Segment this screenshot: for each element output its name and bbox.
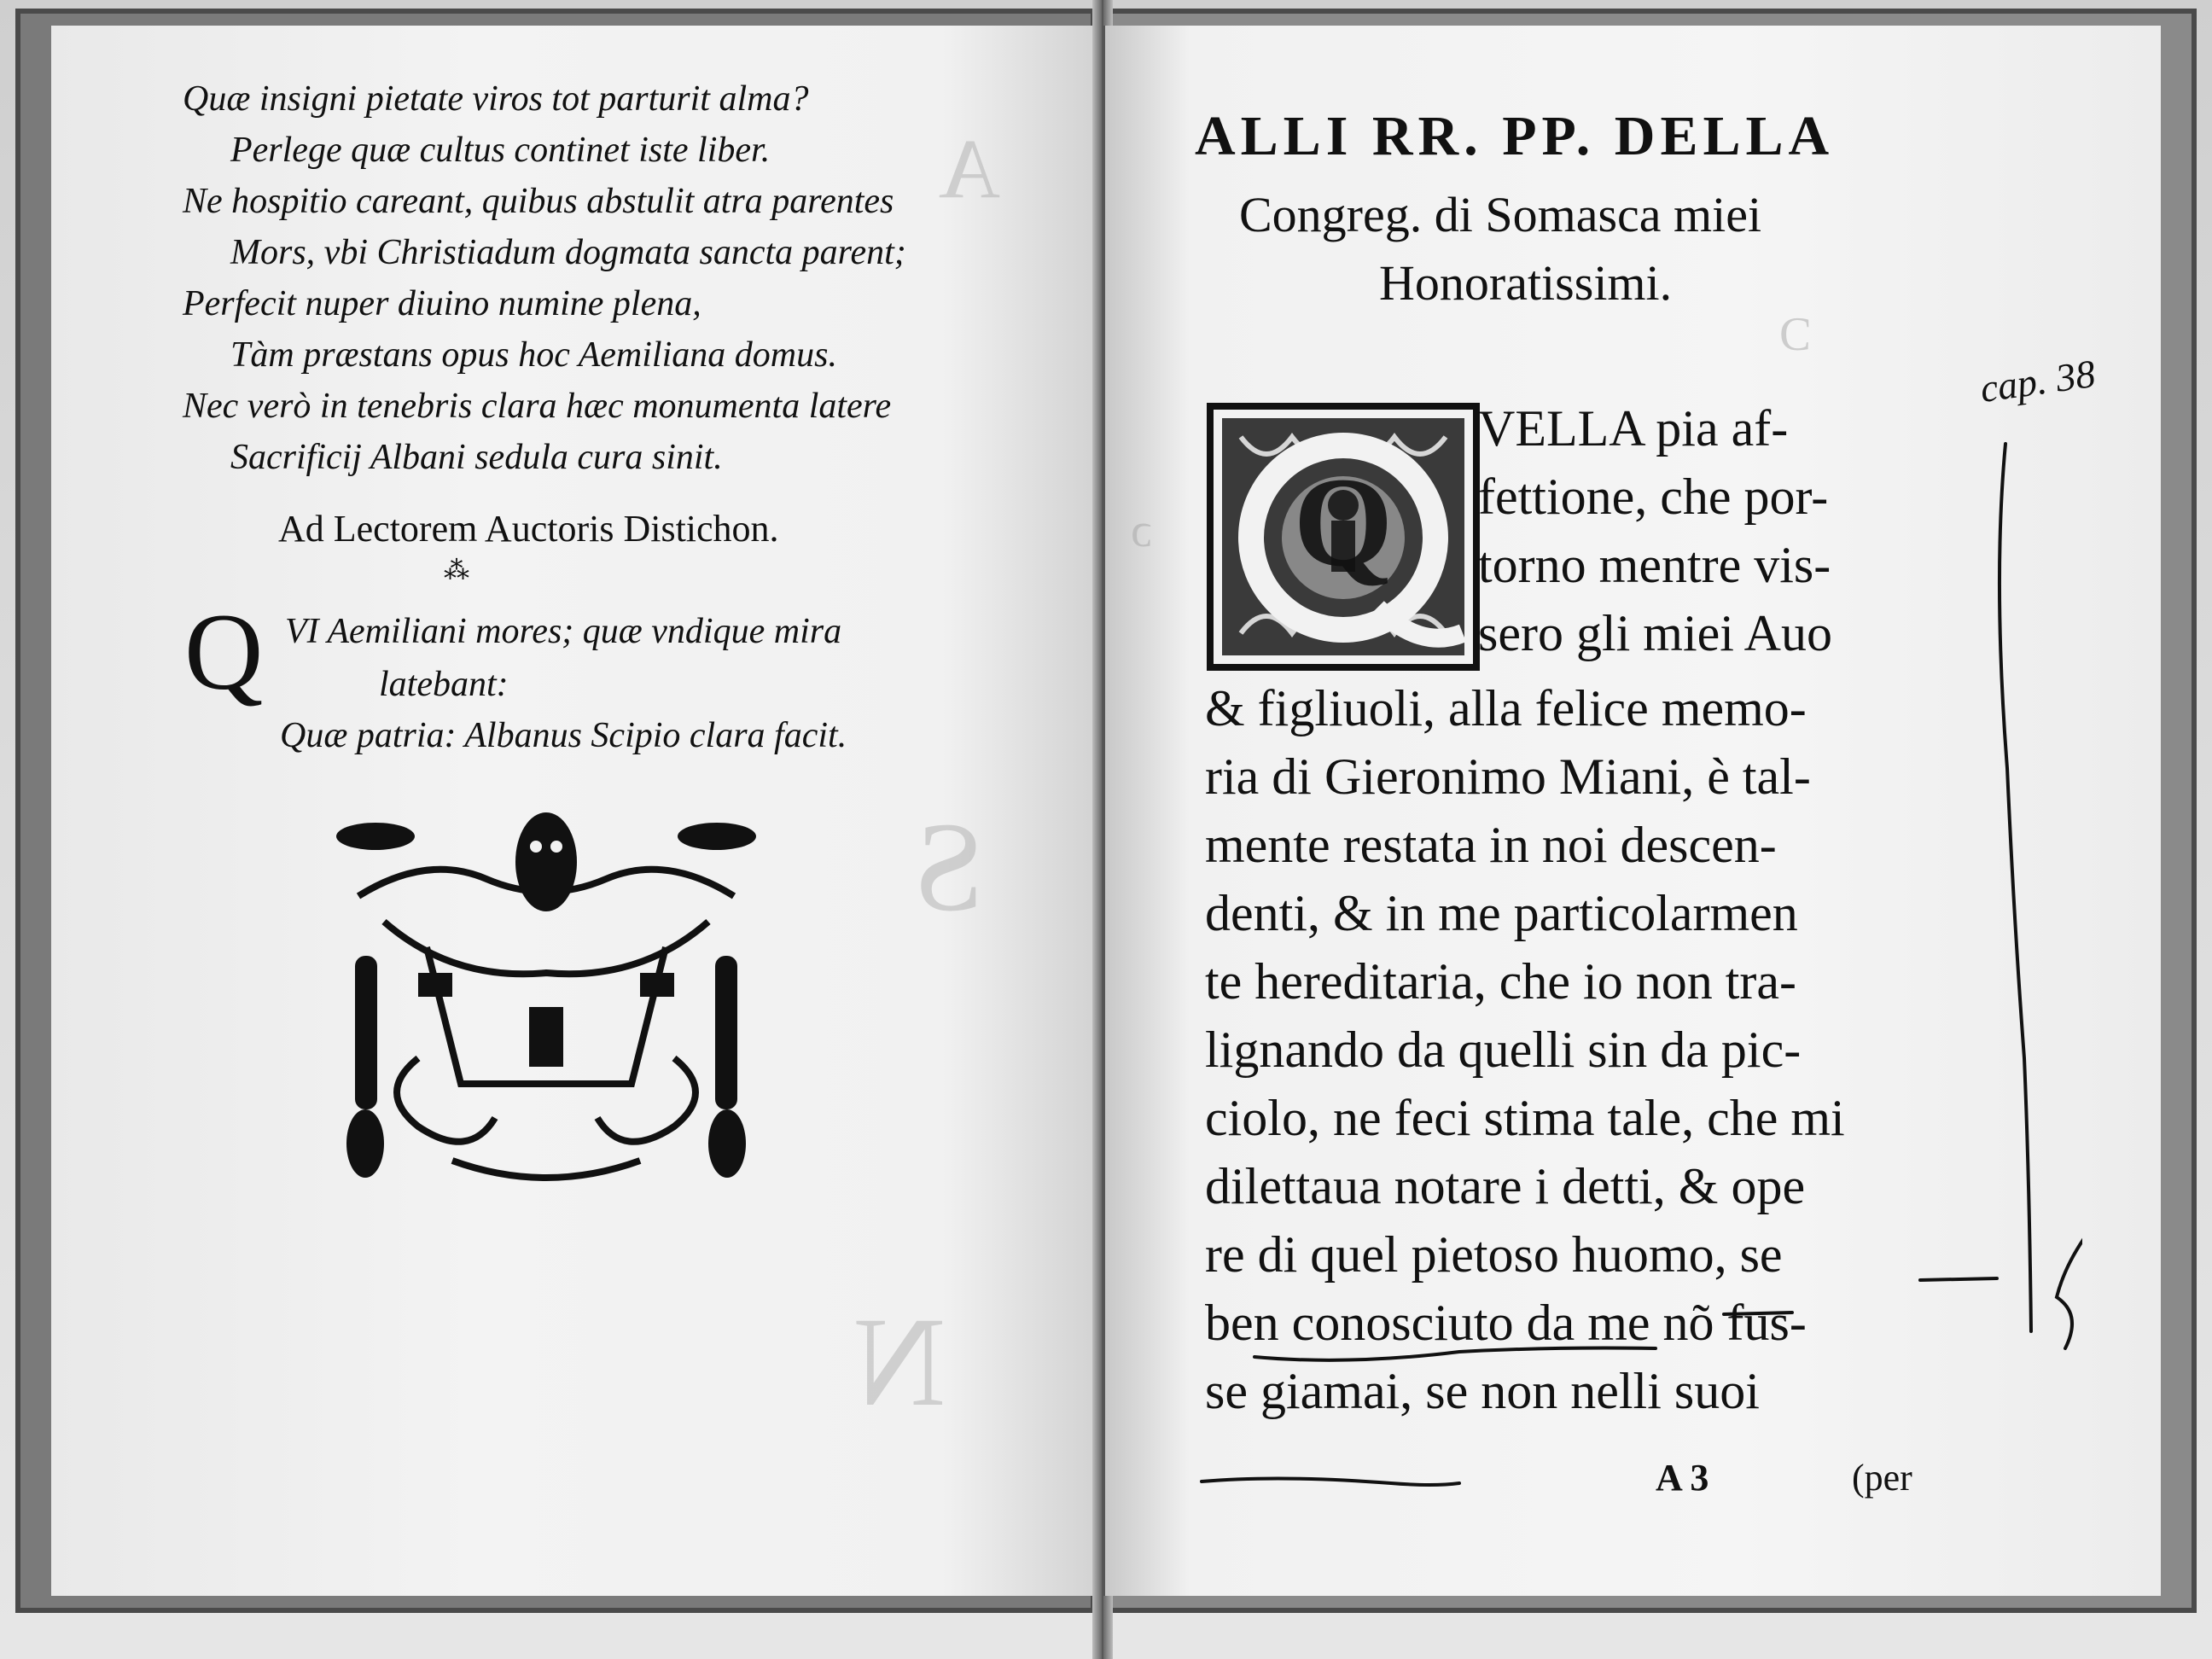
catchword: (per [1852, 1457, 1912, 1499]
body-line: dilettaua notare i detti, & ope [1205, 1158, 1806, 1214]
poem-verse: Nec verò in tenebris clara hæc monumenta latere [183, 387, 892, 426]
bleed-through-mark: S [913, 796, 985, 938]
signature-mark: A 3 [1656, 1457, 1709, 1499]
distich-line: VI Aemiliani mores; quæ vndique mira [285, 612, 842, 651]
poem-verse: Mors, vbi Christiadum dogmata sancta parent; [230, 233, 906, 272]
body-line: denti, & in me particolarmen [1205, 885, 1798, 941]
initial-letter: Q [1293, 451, 1394, 593]
body-line: fettione, che por- [1478, 469, 1829, 525]
latin-poem [183, 73, 1036, 483]
poem-verse: Quæ insigni pietate viros tot parturit alma? [183, 79, 809, 119]
body-line: & figliuoli, alla felice memo- [1205, 680, 1807, 736]
bleed-through-mark: N [853, 1291, 946, 1433]
body-line: ria di Gieronimo Miani, è tal- [1205, 748, 1811, 805]
dedication-title: ALLI RR. PP. DELLA [1195, 105, 1835, 167]
body-line: re di quel pietoso huomo, se [1205, 1226, 1783, 1283]
body-line: lignando da quelli sin da pic- [1205, 1022, 1802, 1078]
margin-brace-mark [2057, 1229, 2082, 1348]
underline-mark [1920, 1278, 1997, 1280]
handwritten-margin-note: cap. 38 [1977, 351, 2098, 411]
poem-verse: Sacrificij Albani sedula cura sinit. [230, 438, 723, 477]
distich-line: Quæ patria: Albanus Scipio clara facit. [280, 716, 847, 755]
distich-initial: Q [184, 591, 264, 713]
poem-verse: Perfecit nuper diuino numine plena, [183, 284, 701, 323]
body-line: te hereditaria, che io non tra- [1205, 953, 1796, 1010]
distich-line: latebant: [379, 665, 509, 704]
underline-mark [1254, 1348, 1656, 1360]
dedication-subtitle: Honoratissimi. [1379, 255, 1673, 311]
bleed-through-mark: A [939, 121, 1001, 216]
body-line: se giamai, se non nelli suoi [1205, 1363, 1760, 1419]
body-line: ciolo, ne feci stima tale, che mi [1205, 1090, 1845, 1146]
body-line: VELLA pia af- [1478, 400, 1789, 457]
bleed-through-mark: Ɔ [1779, 308, 1812, 361]
body-line: torno mentre vis- [1478, 537, 1831, 593]
body-line: mente restata in noi descen- [1205, 817, 1777, 873]
handwritten-markings [1178, 410, 2082, 1519]
body-line: sero gli miei Auo [1478, 605, 1832, 661]
asterism-ornament: ⁂ [444, 556, 469, 585]
underline-mark [1202, 1478, 1459, 1485]
body-line: ben conosciuto da me nõ fus- [1205, 1295, 1807, 1351]
bleed-through-mark: ɔ [1131, 504, 1152, 557]
margin-bracket-line [2000, 444, 2031, 1331]
underline-mark [1724, 1313, 1792, 1314]
poem-verse: Ne hospitio careant, quibus abstulit atra parentes [183, 182, 894, 221]
distich-heading: Ad Lectorem Auctoris Distichon. [278, 508, 779, 550]
poem-verse: Tàm præstans opus hoc Aemiliana domus. [230, 335, 837, 375]
poem-verse: Perlege quæ cultus continet iste liber. [230, 131, 771, 170]
dedication-subtitle: Congreg. di Somasca miei [1239, 187, 1762, 242]
woodcut-ornament [324, 802, 768, 1203]
